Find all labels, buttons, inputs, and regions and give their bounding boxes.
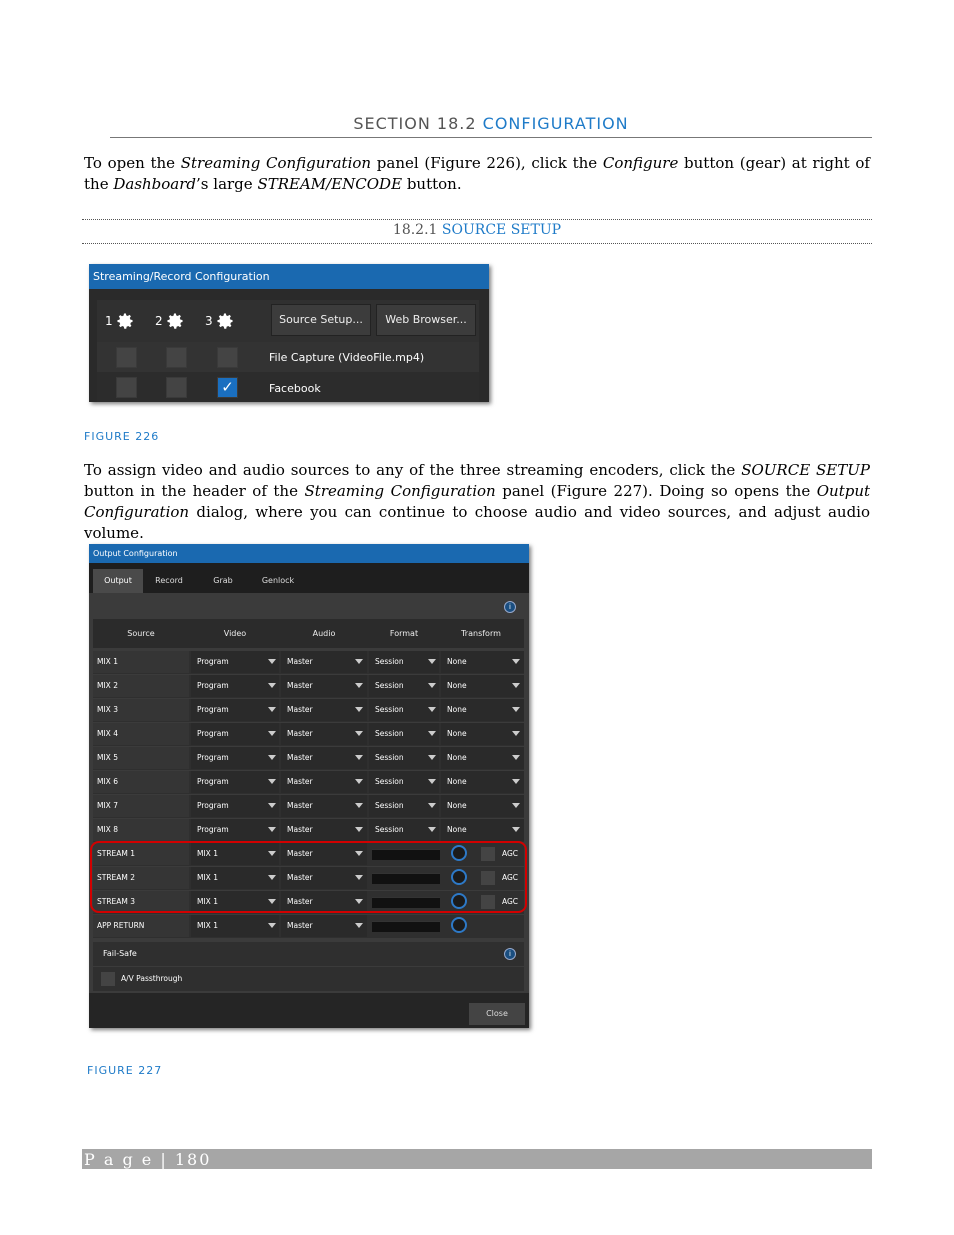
chevron-down-icon: [428, 707, 436, 712]
column-header-format: Format: [389, 629, 419, 638]
table-row: [93, 747, 524, 770]
chevron-down-icon: [355, 707, 363, 712]
figure-226-caption: FIGURE 226: [84, 430, 160, 443]
passthrough-checkbox[interactable]: [101, 972, 115, 986]
format-select[interactable]: Session: [369, 699, 439, 721]
transform-select[interactable]: None: [441, 699, 524, 721]
encoder-2-config[interactable]: 2: [155, 311, 185, 331]
figure-227-caption: FIGURE 227: [87, 1064, 163, 1077]
table-row: [93, 723, 524, 746]
intro-paragraph: To open the Streaming Configuration panel (Figure 226), click the Configure button (gear) at right of the Dashboard’s large STREAM/ENCODE button.: [84, 154, 870, 193]
source-label: MIX 1: [93, 651, 189, 673]
body-paragraph: To assign video and audio sources to any of the three streaming encoders, click the SOURCE SETUP button in the header of the Streaming Configuration panel (Figure 227). Doing so opens the Output Configuration dialog, where you can continue to choose audio and video sources, and adjust audio volume.: [84, 461, 871, 542]
audio-select[interactable]: Master: [281, 747, 367, 769]
chevron-down-icon: [512, 755, 520, 760]
transform-select[interactable]: None: [441, 675, 524, 697]
failsafe-label: Fail-Safe: [103, 949, 137, 958]
audio-select[interactable]: Master: [281, 867, 367, 889]
chevron-down-icon: [428, 755, 436, 760]
gear-icon: [115, 311, 135, 331]
passthrough-label: A/V Passthrough: [121, 974, 183, 983]
subsection-heading: [82, 222, 872, 238]
section-title: CONFIGURATION: [482, 114, 629, 133]
agc-label: AGC: [502, 873, 519, 882]
transform-select[interactable]: None: [441, 771, 524, 793]
format-select[interactable]: Session: [369, 819, 439, 841]
encoder-3-checkbox-checked[interactable]: [217, 377, 238, 398]
chevron-down-icon: [512, 731, 520, 736]
transform-select[interactable]: None: [441, 819, 524, 841]
failsafe-section: [93, 942, 524, 966]
source-label: APP RETURN: [93, 915, 189, 937]
panel-title: Streaming/Record Configuration: [89, 264, 489, 289]
stream-rows-highlight: [90, 841, 527, 913]
chevron-down-icon: [428, 659, 436, 664]
encoder-3-config[interactable]: 3: [205, 311, 235, 331]
info-icon[interactable]: i: [504, 948, 516, 960]
video-select[interactable]: MIX 1: [191, 891, 279, 913]
audio-select[interactable]: Master: [281, 651, 367, 673]
format-select[interactable]: Session: [369, 795, 439, 817]
table-header: [93, 619, 524, 648]
chevron-down-icon: [355, 659, 363, 664]
video-select[interactable]: Program: [191, 819, 279, 841]
transform-select[interactable]: None: [441, 651, 524, 673]
tab-record[interactable]: Record: [155, 576, 183, 585]
video-select[interactable]: Program: [191, 699, 279, 721]
transform-select[interactable]: None: [441, 795, 524, 817]
format-select[interactable]: Session: [369, 675, 439, 697]
chevron-down-icon: [268, 923, 276, 928]
audio-select[interactable]: Master: [281, 723, 367, 745]
source-label: STREAM 1: [93, 843, 189, 865]
video-select[interactable]: Program: [191, 795, 279, 817]
chevron-down-icon: [268, 731, 276, 736]
table-row: [93, 651, 524, 674]
chevron-down-icon: [512, 827, 520, 832]
chevron-down-icon: [355, 803, 363, 808]
format-select[interactable]: Session: [369, 771, 439, 793]
chevron-down-icon: [428, 731, 436, 736]
web-browser-button[interactable]: Web Browser...: [376, 304, 476, 336]
chevron-down-icon: [268, 755, 276, 760]
source-setup-button[interactable]: Source Setup...: [271, 304, 371, 336]
tab-genlock[interactable]: Genlock: [261, 576, 295, 585]
subsection-title: SOURCE SETUP: [441, 222, 562, 238]
dialog-footer: [89, 993, 529, 1028]
source-label: MIX 5: [93, 747, 189, 769]
chevron-down-icon: [268, 779, 276, 784]
transform-select[interactable]: None: [441, 723, 524, 745]
volume-knob[interactable]: [451, 917, 467, 933]
source-label: MIX 8: [93, 819, 189, 841]
chevron-down-icon: [355, 683, 363, 688]
audio-meter: [372, 921, 440, 932]
format-select[interactable]: Session: [369, 723, 439, 745]
passthrough-row: [93, 967, 524, 991]
column-header-source: Source: [127, 629, 155, 638]
subsection-rule-top: [82, 219, 872, 220]
source-label: MIX 4: [93, 723, 189, 745]
subsection-rule-bottom: [82, 243, 872, 244]
source-label: MIX 7: [93, 795, 189, 817]
chevron-down-icon: [512, 707, 520, 712]
column-header-video: Video: [223, 629, 247, 638]
chevron-down-icon: [512, 659, 520, 664]
source-label: MIX 3: [93, 699, 189, 721]
info-icon[interactable]: i: [504, 601, 516, 613]
section-heading: [110, 114, 872, 133]
video-select[interactable]: MIX 1: [191, 843, 279, 865]
audio-select[interactable]: Master: [281, 891, 367, 913]
video-select[interactable]: Program: [191, 651, 279, 673]
video-select[interactable]: MIX 1: [191, 915, 279, 937]
chevron-down-icon: [355, 827, 363, 832]
agc-label: AGC: [502, 849, 519, 858]
audio-select[interactable]: Master: [281, 699, 367, 721]
chevron-down-icon: [268, 659, 276, 664]
column-header-audio: Audio: [312, 629, 336, 638]
encoder-2-checkbox[interactable]: [166, 347, 187, 368]
video-select[interactable]: Program: [191, 771, 279, 793]
table-row: [93, 675, 524, 698]
chevron-down-icon: [512, 803, 520, 808]
encoder-1-config[interactable]: 1: [105, 311, 135, 331]
video-select[interactable]: MIX 1: [191, 867, 279, 889]
chevron-down-icon: [428, 803, 436, 808]
chevron-down-icon: [268, 827, 276, 832]
list-item: [97, 372, 479, 402]
video-select[interactable]: Program: [191, 747, 279, 769]
encoder-2-checkbox[interactable]: [166, 377, 187, 398]
chevron-down-icon: [355, 755, 363, 760]
section-number: SECTION 18.2: [353, 114, 477, 133]
audio-select[interactable]: Master: [281, 843, 367, 865]
chevron-down-icon: [268, 683, 276, 688]
gear-icon: [165, 311, 185, 331]
page-number: P a g e | 180: [84, 1150, 212, 1169]
tab-grab[interactable]: Grab: [213, 576, 233, 585]
list-item: [97, 342, 479, 372]
audio-select[interactable]: Master: [281, 819, 367, 841]
table-row: [93, 771, 524, 794]
table-row: [93, 699, 524, 722]
chevron-down-icon: [512, 683, 520, 688]
table-row: [93, 795, 524, 818]
chevron-down-icon: [428, 683, 436, 688]
chevron-down-icon: [355, 779, 363, 784]
format-select[interactable]: Session: [369, 651, 439, 673]
column-header-transform: Transform: [461, 629, 501, 638]
chevron-down-icon: [268, 803, 276, 808]
encoder-3-checkbox[interactable]: [217, 347, 238, 368]
transform-select[interactable]: None: [441, 747, 524, 769]
dialog-title: Output Configuration: [89, 544, 529, 563]
source-label: MIX 6: [93, 771, 189, 793]
format-select[interactable]: Session: [369, 747, 439, 769]
video-select[interactable]: Program: [191, 675, 279, 697]
row-label: File Capture (VideoFile.mp4): [269, 351, 425, 364]
streaming-config-panel: [89, 264, 489, 402]
audio-select[interactable]: Master: [281, 915, 367, 937]
tab-output[interactable]: Output: [93, 569, 143, 593]
close-button[interactable]: Close: [469, 1003, 525, 1025]
chevron-down-icon: [428, 779, 436, 784]
source-label: STREAM 3: [93, 891, 189, 913]
row-label: Facebook: [269, 382, 321, 395]
chevron-down-icon: [428, 827, 436, 832]
table-row: [93, 915, 524, 938]
chevron-down-icon: [355, 923, 363, 928]
checkmark-icon: ✓: [221, 378, 234, 396]
table-row: [93, 819, 524, 842]
audio-select[interactable]: Master: [281, 675, 367, 697]
output-configuration-dialog: [89, 544, 529, 1028]
chevron-down-icon: [512, 779, 520, 784]
subsection-number: 18.2.1: [392, 222, 438, 238]
chevron-down-icon: [355, 731, 363, 736]
agc-label: AGC: [502, 897, 519, 906]
encoder-1-checkbox[interactable]: [116, 377, 137, 398]
heading-rule: [110, 137, 872, 138]
source-label: MIX 2: [93, 675, 189, 697]
encoder-1-checkbox[interactable]: [116, 347, 137, 368]
video-select[interactable]: Program: [191, 723, 279, 745]
chevron-down-icon: [268, 707, 276, 712]
gear-icon: [215, 311, 235, 331]
audio-select[interactable]: Master: [281, 795, 367, 817]
source-label: STREAM 2: [93, 867, 189, 889]
audio-select[interactable]: Master: [281, 771, 367, 793]
